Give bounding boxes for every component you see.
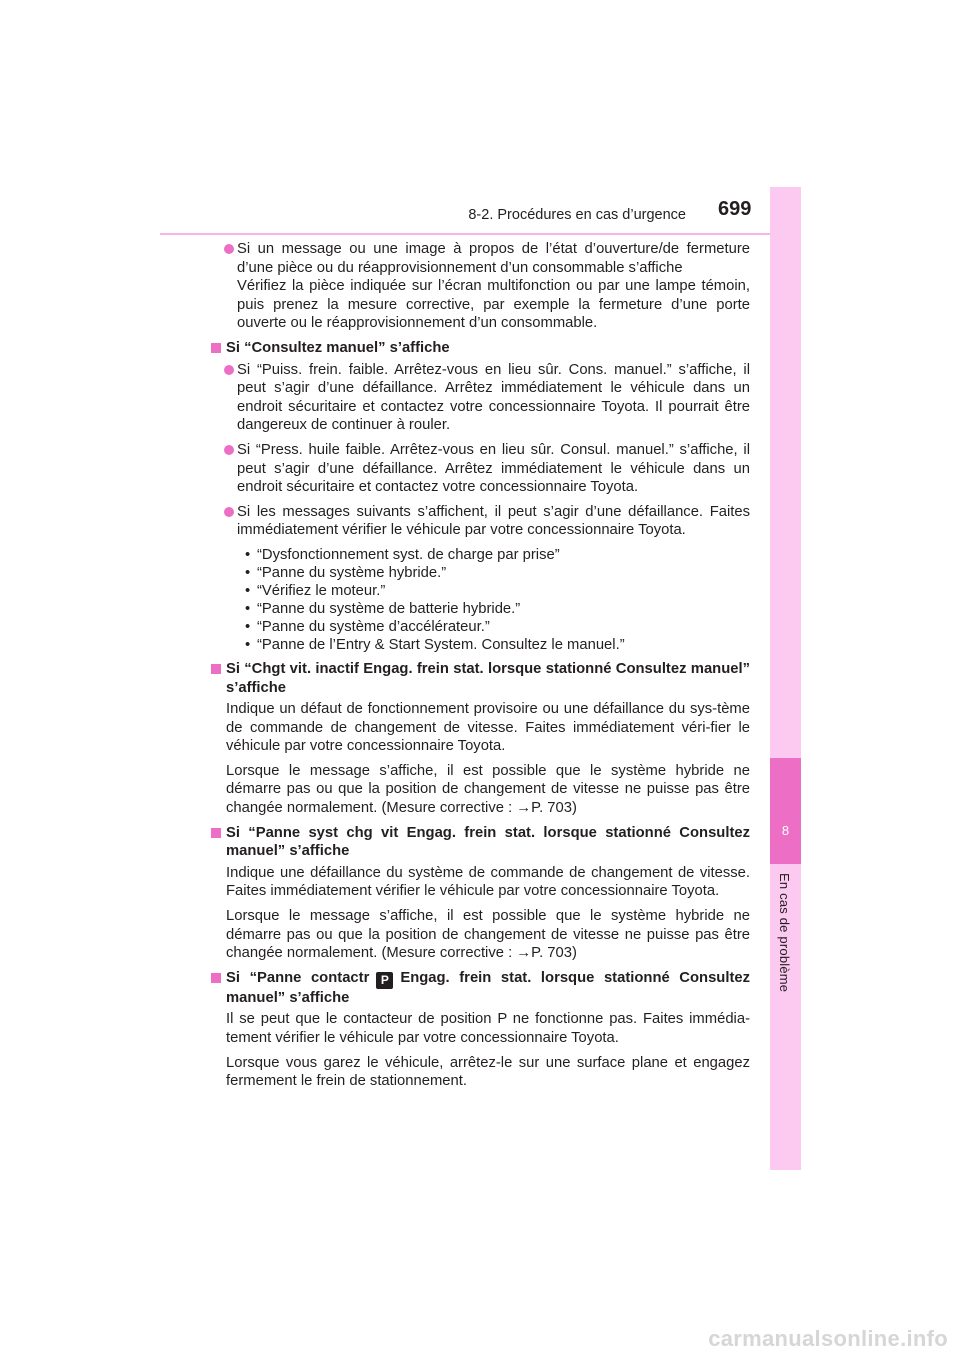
bullet-item	[206, 503, 750, 540]
heading-text: Si “Panne syst chg vit Engag. frein stat. lorsque stationné Consultez manuel” s’affiche	[226, 824, 750, 860]
list-item: • “Panne du système de batterie hybride.”	[245, 600, 750, 618]
park-p-icon: P	[376, 972, 393, 989]
list-item: • “Panne du système d’accélérateur.”	[245, 618, 750, 636]
heading-square-icon	[211, 343, 221, 353]
bullet-text: Si un message ou une image à propos de l’état d’ouverture/de fermeture d’une pièce ou du réapprovisionnement d’un consommable s’affiche	[237, 241, 750, 276]
paragraph: Lorsque le message s’affiche, il est possible que le système hybride ne démarre pas ou que la position de changement de vitesse ne puisse pas être changée normalement. (Mesure corrective : →P. 703)	[226, 908, 750, 962]
paragraph: Lorsque le message s’affiche, il est possible que le système hybride ne démarre pas ou que la position de changement de vitesse ne puisse pas être changée normalement. (Mesure corrective : →P. 703)	[226, 762, 750, 817]
list-item: • “Panne de l’Entry & Start System. Consultez le manuel.”	[245, 636, 750, 654]
bullet-item	[206, 361, 750, 435]
list-item: • “Dysfonctionnement syst. de charge par prise”	[245, 546, 750, 564]
heading-text-start: Si “Panne contactr	[226, 969, 370, 986]
heading-text: Si “Chgt vit. inactif Engag. frein stat. lorsque stationné Consultez manuel” s’affiche	[226, 660, 750, 696]
footer	[0, 1318, 960, 1358]
heading-text: Si “Consultez manuel” s’affiche	[226, 339, 450, 356]
page-content	[206, 240, 750, 1097]
header-rule	[160, 233, 800, 235]
paragraph: Il se peut que le contacteur de position P ne fonctionne pas. Faites immédia-tement vérifier le véhicule par votre concessionnaire Toyota.	[226, 1011, 750, 1046]
bullet-item	[206, 240, 750, 333]
bullet-dot-icon	[224, 244, 234, 254]
bullet-item	[206, 441, 750, 497]
bullet-text: Si les messages suivants s’affichent, il peut s’agir d’une défaillance. Faites immédiatement vérifier le véhicule par votre concessionnaire Toyota.	[237, 503, 750, 539]
section-heading	[206, 339, 750, 358]
watermark-text: carmanualsonline.info	[708, 1326, 948, 1351]
chapter-number-tab	[770, 758, 801, 864]
paragraph: Lorsque vous garez le véhicule, arrêtez-le sur une surface plane et engagez fermement le frein de stationnement.	[226, 1054, 750, 1090]
page-number: 699	[718, 198, 752, 220]
section-title: 8-2. Procédures en cas d’urgence	[468, 207, 686, 223]
list-item: • “Panne du système hybride.”	[245, 564, 750, 582]
message-list	[206, 546, 750, 654]
heading-text-end: Engag. frein stat. lorsque stationné Consultez manuel” s’affiche	[226, 969, 751, 1006]
bullet-dot-icon	[224, 365, 234, 375]
chapter-number: 8	[781, 823, 790, 838]
heading-square-icon	[211, 828, 221, 838]
bullet-dot-icon	[224, 507, 234, 517]
chapter-side-tab	[770, 187, 801, 1170]
heading-square-icon	[211, 664, 221, 674]
bullet-text: Si “Puiss. frein. faible. Arrêtez-vous en lieu sûr. Cons. manuel.” s’affiche, il peut s’agir d’une défaillance. Arrêtez immédiatement le véhicule dans un endroit sécuritaire et contactez votre concessionnaire Toyota. Il pourrait être dangereux de continuer à rouler.	[237, 361, 750, 434]
heading-square-icon	[211, 973, 221, 983]
paragraph: Indique une défaillance du système de commande de changement de vitesse. Faites immédiatement vérifier le véhicule par votre concessionnaire Toyota.	[226, 864, 750, 900]
bullet-subtext: Vérifiez la pièce indiquée sur l’écran multifonction ou par une lampe témoin, puis prenez la mesure corrective, par exemple la fermeture d’une porte ouverte ou le réapprovisionnement d’un consommable.	[237, 278, 750, 332]
paragraph: Indique un défaut de fonctionnement provisoire ou une défaillance du sys-tème de commande de changement de vitesse. Faites immédiatement véri-fier le véhicule par votre concessionnaire Toyota.	[226, 701, 750, 755]
chapter-label: En cas de problème	[777, 873, 792, 993]
section-heading	[206, 969, 750, 1008]
section-heading	[206, 660, 750, 697]
section-heading	[206, 824, 750, 861]
list-item: • “Vérifiez le moteur.”	[245, 582, 750, 600]
bullet-text: Si “Press. huile faible. Arrêtez-vous en lieu sûr. Consul. manuel.” s’affiche, il peut s’agir d’une défaillance. Arrêtez immédiatement le véhicule dans un endroit sécuritaire et contactez votre concessionnaire Toyota.	[237, 441, 750, 496]
bullet-dot-icon	[224, 445, 234, 455]
